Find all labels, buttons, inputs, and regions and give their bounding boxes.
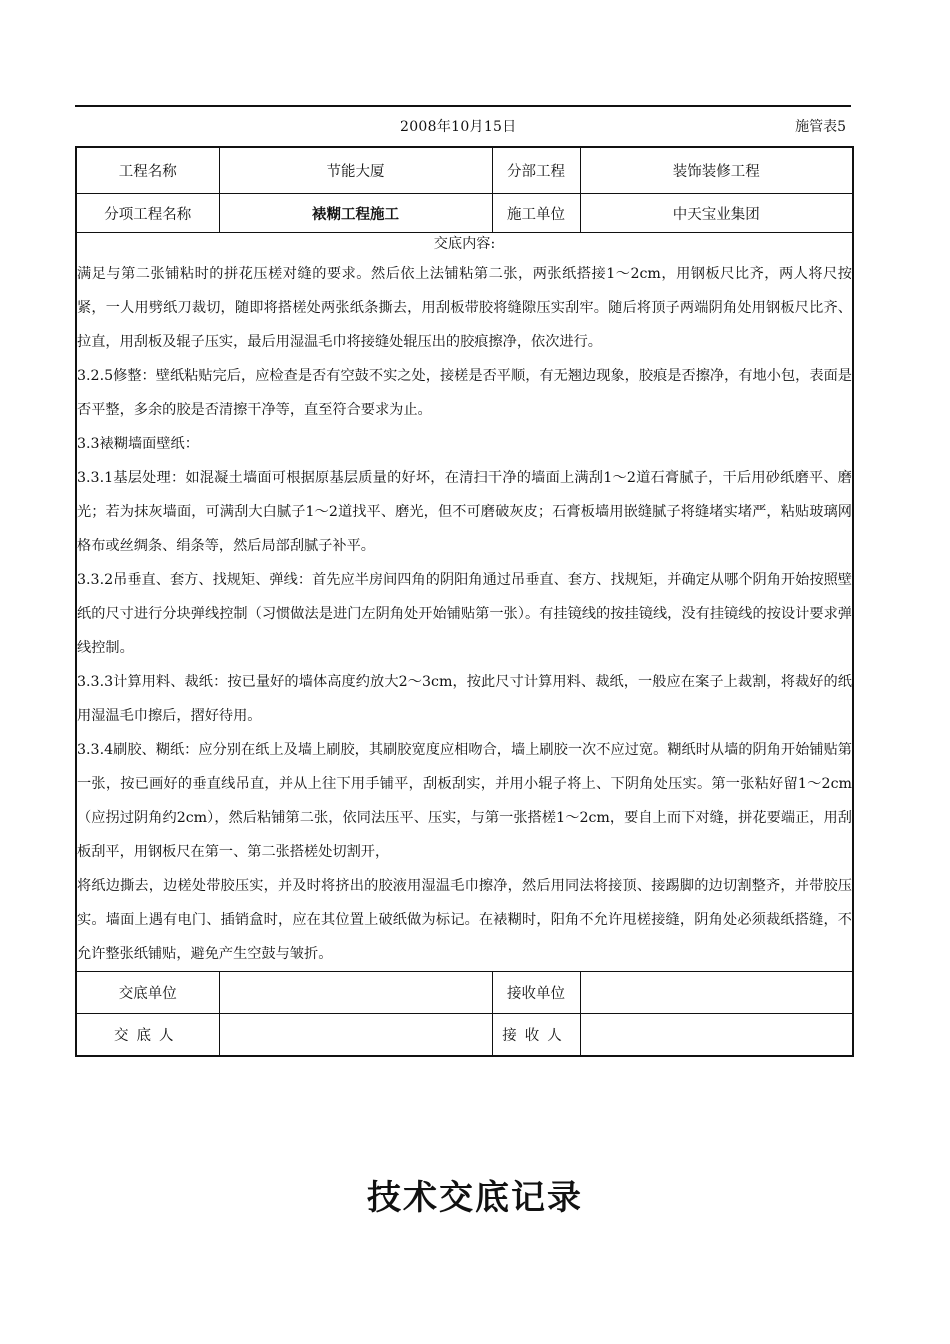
receiver-unit-label: 接收单位 xyxy=(492,972,580,1014)
project-name-label: 工程名称 xyxy=(76,147,219,194)
top-rule xyxy=(75,105,851,107)
disclosure-content xyxy=(76,233,853,972)
content-paragraph: 3.3.2吊垂直、套方、找规矩、弹线：首先应半房间四角的阴阳角通过吊垂直、套方、找规矩，并确定从哪个阴角开始按照壁纸的尺寸进行分块弹线控制（习惯做法是进门左阴角处开始铺贴第一张）。有挂镜线的按挂镜线，没有挂镜线的按设计要求弹线控制。 xyxy=(77,572,852,656)
content-paragraph: 3.3裱糊墙面壁纸： xyxy=(77,436,199,452)
contractor-value: 中天宝业集团 xyxy=(580,194,853,233)
receiver-person-label: 接收人 xyxy=(492,1014,580,1057)
info-row-subitem xyxy=(76,194,853,233)
record-date: 2008年10月15日 xyxy=(400,119,517,135)
form-number: 施管表5 xyxy=(795,119,846,135)
document-title: 技术交底记录 xyxy=(367,1178,583,1218)
division-value: 装饰装修工程 xyxy=(580,147,853,194)
issuer-unit-field[interactable] xyxy=(219,972,492,1014)
project-name-value: 节能大厦 xyxy=(219,147,492,194)
content-paragraph: 3.3.1基层处理：如混凝土墙面可根据原基层质量的好坏，在清扫干净的墙面上满刮1～2道石膏腻子，干后用砂纸磨平、磨光；若为抹灰墙面，可满刮大白腻子1～2道找平、磨光，但不可磨破灰皮；石膏板墙用嵌缝腻子将缝堵实堵严，粘贴玻璃网格布或丝绸条、绢条等，然后局部刮腻子补平。 xyxy=(77,470,852,554)
issuer-unit-label: 交底单位 xyxy=(76,972,219,1014)
receiver-unit-field[interactable] xyxy=(580,972,853,1014)
issuer-person-field[interactable] xyxy=(219,1014,492,1057)
issuer-person-label: 交底人 xyxy=(76,1014,219,1057)
sub-item-label: 分项工程名称 xyxy=(76,194,219,233)
content-paragraph: 将纸边撕去，边槎处带胶压实，并及时将挤出的胶液用湿温毛巾擦净，然后用同法将接顶、接踢脚的边切割整齐，并带胶压实。墙面上遇有电门、插销盒时，应在其位置上破纸做为标记。在裱糊时，阳角不允许甩槎接缝，阴角处必须裁纸搭缝，不允许整张纸铺贴，避免产生空鼓与皱折。 xyxy=(77,878,852,962)
contractor-label: 施工单位 xyxy=(492,194,580,233)
signature-row-unit xyxy=(76,972,853,1014)
content-row xyxy=(76,233,853,972)
disclosure-record-table xyxy=(75,146,854,1057)
content-paragraph: 3.2.5修整：壁纸粘贴完后，应检查是否有空鼓不实之处，接槎是否平顺，有无翘边现象，胶痕是否擦净，有地小包，表面是否平整，多余的胶是否清擦干净等，直至符合要求为止。 xyxy=(77,368,852,418)
content-heading: 交底内容: xyxy=(433,236,496,252)
content-paragraph: 3.3.3计算用料、裁纸：按已量好的墙体高度约放大2～3cm，按此尺寸计算用料、裁纸，一般应在案子上裁割，将裁好的纸用湿温毛巾擦后，摺好待用。 xyxy=(77,674,852,724)
signature-row-person xyxy=(76,1014,853,1057)
content-paragraph: 满足与第二张铺粘时的拼花压槎对缝的要求。然后依上法铺粘第二张，两张纸搭接1～2cm，用钢板尺比齐，两人将尺按紧，一人用劈纸刀裁切，随即将搭槎处两张纸条撕去，用刮板带胶将缝隙压实刮牢。随后将顶子两端阴角处用钢板尺比齐、拉直，用刮板及辊子压实，最后用湿温毛巾将接缝处辊压出的胶痕擦净，依次进行。 xyxy=(77,266,852,350)
sub-item-value: 裱糊工程施工 xyxy=(219,194,492,233)
division-label: 分部工程 xyxy=(492,147,580,194)
info-row-project xyxy=(76,147,853,194)
receiver-person-field[interactable] xyxy=(580,1014,853,1057)
content-paragraph: 3.3.4刷胶、糊纸：应分别在纸上及墙上刷胶，其刷胶宽度应相吻合，墙上刷胶一次不应过宽。糊纸时从墙的阴角开始铺贴第一张，按已画好的垂直线吊直，并从上往下用手铺平，刮板刮实，并用小辊子将上、下阴角处压实。第一张粘好留1～2cm（应拐过阴角约2cm），然后粘铺第二张，依同法压平、压实，与第一张搭槎1～2cm，要自上而下对缝，拼花要端正，用刮板刮平，用钢板尺在第一、第二张搭槎处切割开， xyxy=(77,742,852,860)
